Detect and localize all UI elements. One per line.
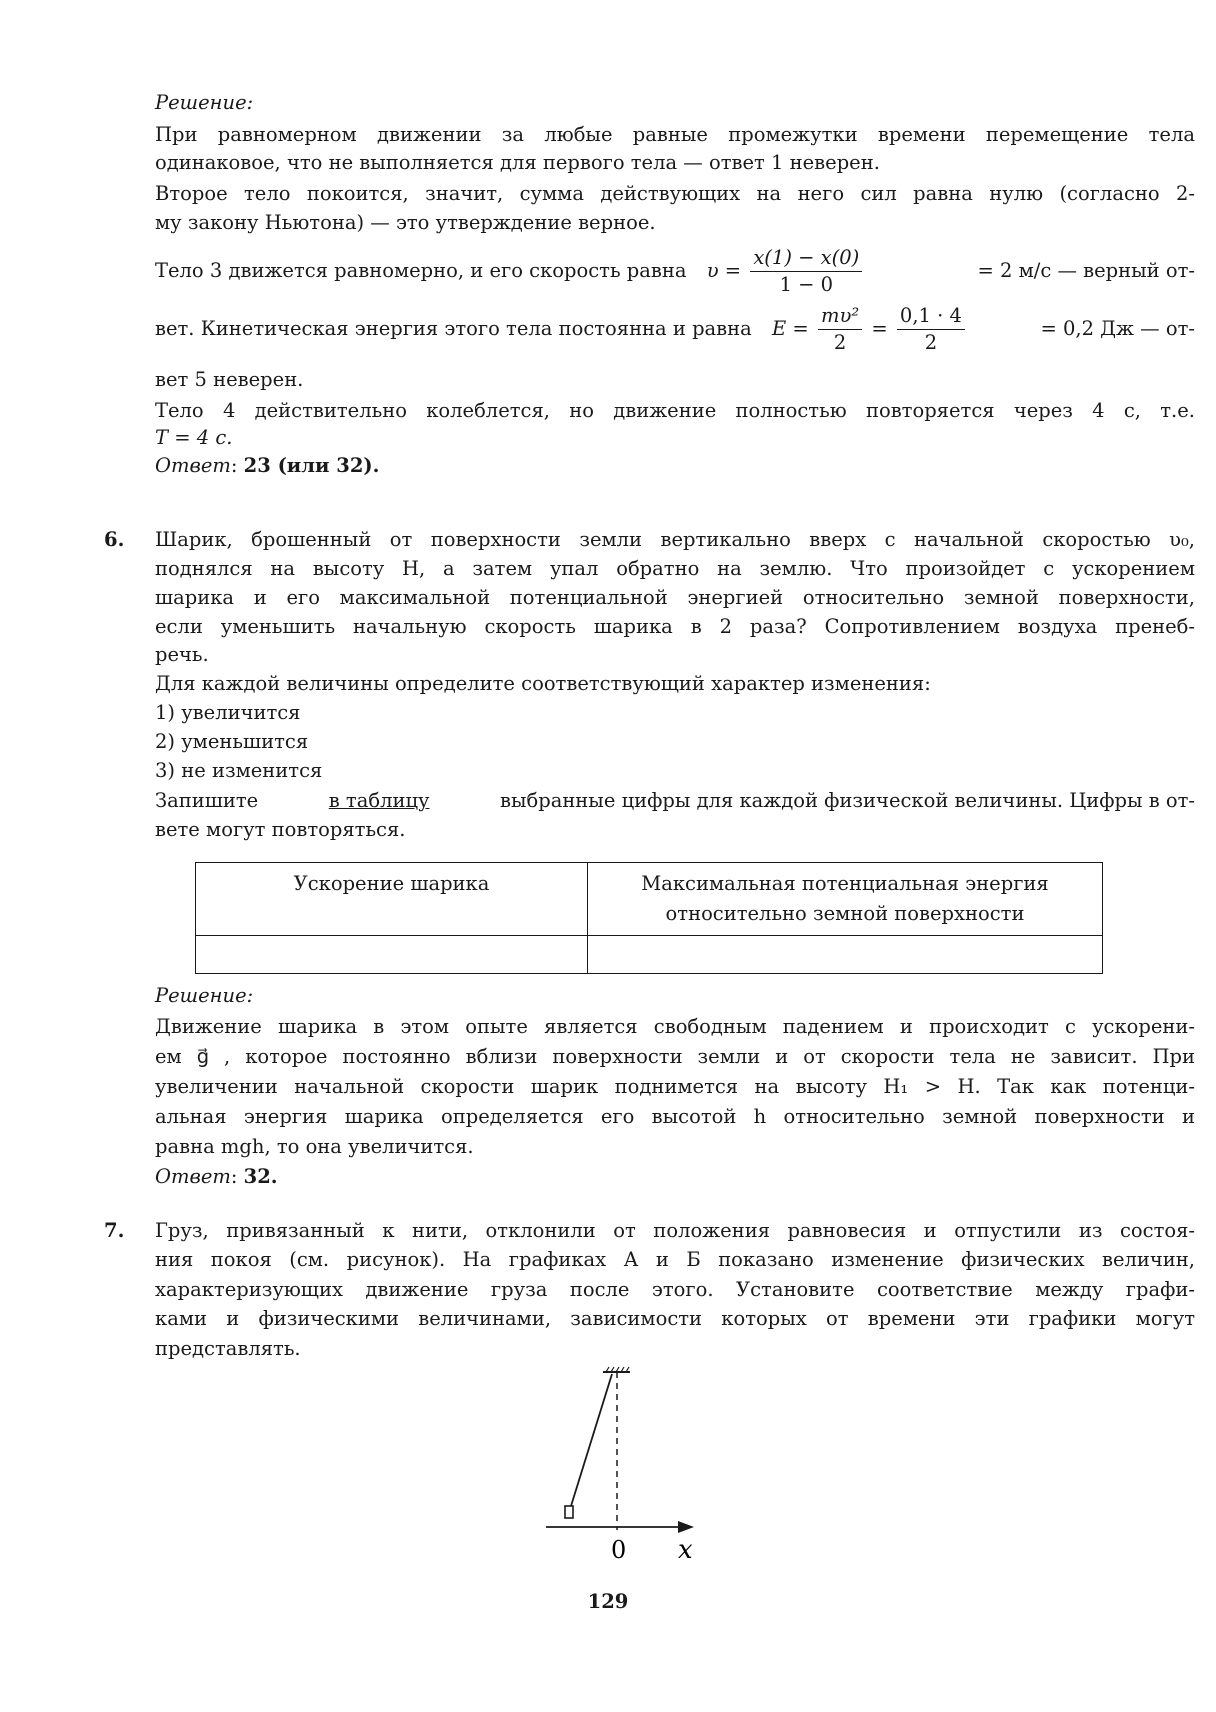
formula-result: = 2 м/с — верный от- [977,259,1195,282]
text-line: При равномерном движении за любые равные промежутки времени перемещение тела [155,123,1195,146]
text-line: увеличении начальной скорости шарик поднимется на высоту H₁ > H. Так как потенци- [155,1075,1195,1098]
answer-value: 23 (или 32). [243,454,380,477]
text-line: шарика и его максимальной потенциальной энергией относительно земной поверхности, [155,586,1195,609]
text-line: ния покоя (см. рисунок). На графиках А и Б показано изменение физических величин, [155,1248,1195,1271]
task-number: 6. [104,528,125,551]
option-item: 3) не изменится [155,759,323,782]
fraction-numerator: mυ² [818,303,862,330]
text-segment: Запишите [155,789,259,812]
fraction-numerator: 0,1 · 4 [897,303,965,330]
text-segment: выбранные цифры для каждой физической величины. Цифры в от- [499,789,1195,812]
text-segment: вет. Кинетическая энергия этого тела постоянна и равна [155,317,752,340]
text-line: Груз, привязанный к нити, отклонили от положения равновесия и отпустили из состоя- [155,1219,1195,1242]
answer-label: Ответ [155,1165,231,1188]
text-line: Для каждой величины определите соответствующий характер изменения: [155,672,931,695]
fraction-denominator: 2 [924,331,938,354]
answer-label: Ответ [155,454,231,477]
text-line: T = 4 с. [155,426,233,449]
solution-heading: Решение: [155,91,254,114]
pendulum-weight [565,1506,573,1518]
equals-sign: = [871,317,888,340]
answer-line: Ответ: 23 (или 32). [155,454,380,477]
fraction-numerator: x(1) − x(0) [750,245,862,272]
x-axis-arrowhead [678,1521,694,1533]
header-text: относительно земной поверхности [665,902,1025,925]
page-number: 129 [587,1590,629,1613]
fraction-denominator: 1 − 0 [779,273,834,296]
text-line: альная энергия шарика определяется его высотой h относительно земной поверхности и [155,1105,1195,1128]
text-line: Второе тело покоится, значит, сумма действующих на него сил равна нулю (согласно 2- [155,182,1195,205]
text-segment: Тело 3 движется равномерно, и его скорость равна [155,259,687,282]
text-line: вете могут повторяться. [155,818,406,841]
text-line: поднялся на высоту H, а затем упал обратно на землю. Что произойдет с ускорением [155,557,1195,580]
text-line: Тело 4 действительно колеблется, но движение полностью повторяется через 4 с, т.е. [155,399,1195,422]
task-number: 7. [104,1219,125,1242]
solution-heading: Решение: [155,984,254,1007]
text-line: ками и физическими величинами, зависимости которых от времени эти графики могут [155,1307,1195,1330]
text-line: Шарик, брошенный от поверхности земли вертикально вверх с начальной скоростью υ₀, [155,528,1195,551]
underlined-text: в таблицу [328,789,430,812]
text-line: характеризующих движение груза после этого. Установите соответствие между графи- [155,1278,1195,1301]
text-line: Движение шарика в этом опыте является свободным падением и происходит с ускорени- [155,1015,1195,1038]
axis-x-label: x [678,1535,693,1565]
fraction-denominator: 2 [833,331,847,354]
text-line: му закону Ньютона) — это утверждение верное. [155,211,656,234]
option-item: 2) уменьшится [155,730,309,753]
text-line: равна mgh, то она увеличится. [155,1135,474,1158]
pendulum-string [571,1374,612,1506]
table-header-cell: Ускорение шарика [196,863,588,936]
text-line: ем g⃗ , которое постоянно вблизи поверхности земли и от скорости тела не зависит. При [155,1045,1195,1068]
text-line: одинаковое, что не выполняется для первого тела — ответ 1 неверен. [155,151,880,174]
text-line: если уменьшить начальную скорость шарика в 2 раза? Сопротивлением воздуха пренеб- [155,615,1195,638]
text-line: речь. [155,643,209,666]
axis-zero-label: 0 [611,1536,627,1564]
ceiling-mount [603,1367,630,1372]
text-line: вет 5 неверен. [155,368,304,391]
header-text: Максимальная потенциальная энергия [641,872,1049,895]
formula-lhs: E = [772,317,809,340]
option-item: 1) увеличится [155,701,301,724]
text-line: представлять. [155,1337,301,1360]
answer-value: 32. [243,1165,278,1188]
formula-lhs: υ = [706,259,742,282]
formula-result: = 0,2 Дж — от- [1040,317,1195,340]
answer-line: Ответ: 32. [155,1165,278,1188]
